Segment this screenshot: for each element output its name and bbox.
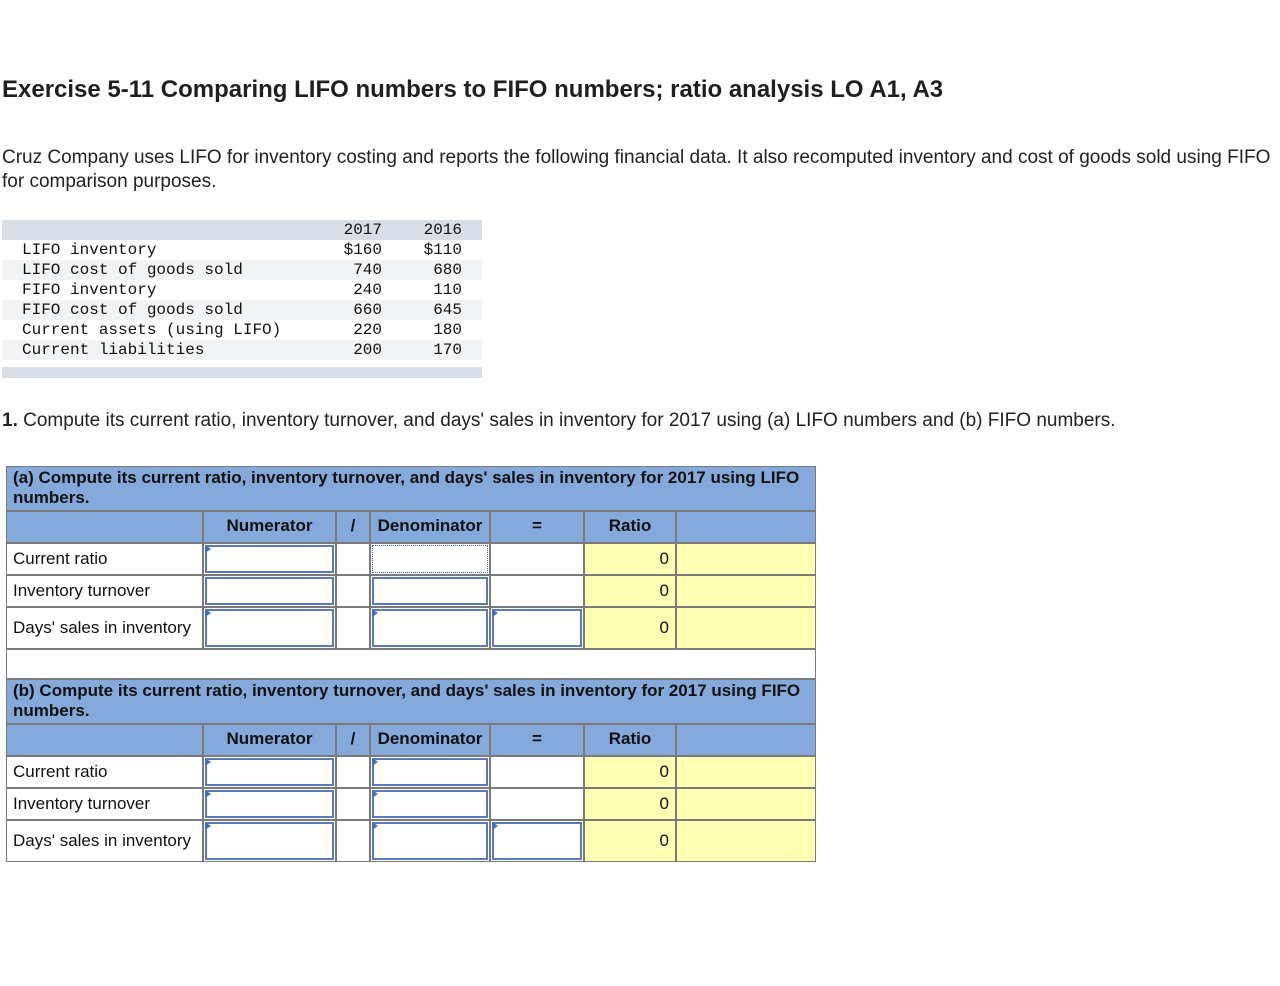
value-2017: 240 — [353, 281, 382, 299]
value-2016: 645 — [433, 301, 462, 319]
equals-cell — [490, 788, 584, 820]
header-divide: / — [336, 511, 370, 543]
question-1 — [2, 410, 1116, 432]
value-2017: 740 — [353, 261, 382, 279]
part-a-title: (a) Compute its current ratio, inventory turnover, and days' sales in inventory for 2017 using LIFO numbers. — [6, 466, 816, 511]
ratio-worksheet — [6, 466, 816, 862]
table-footer-band — [2, 367, 482, 378]
multiplier-input[interactable] — [490, 820, 584, 862]
row-label-days-sales-a: Days' sales in inventory — [6, 607, 203, 649]
equals-cell — [490, 543, 584, 575]
extra-cell — [676, 543, 816, 575]
dropdown-marker-icon — [205, 822, 211, 830]
header-equals: = — [490, 511, 584, 543]
dropdown-marker-icon — [372, 609, 378, 617]
financial-data-table — [2, 220, 482, 378]
numerator-input[interactable] — [203, 788, 336, 820]
equals-cell — [490, 756, 584, 788]
header-extra — [676, 511, 816, 543]
table-row — [2, 280, 482, 300]
row-label-days-sales-b: Days' sales in inventory — [6, 820, 203, 862]
divide-cell — [336, 756, 370, 788]
input-box[interactable] — [372, 577, 488, 605]
value-2017: 660 — [353, 301, 382, 319]
ratio-result: 0 — [584, 788, 676, 820]
ratio-result: 0 — [584, 820, 676, 862]
table-row — [2, 240, 482, 260]
row-label: FIFO inventory — [22, 281, 157, 299]
input-box[interactable] — [372, 822, 488, 860]
extra-cell — [676, 607, 816, 649]
table-row — [2, 320, 482, 340]
header-numerator: Numerator — [203, 511, 336, 543]
ratio-result: 0 — [584, 756, 676, 788]
header-divide: / — [336, 724, 370, 756]
extra-cell — [676, 820, 816, 862]
input-box[interactable] — [205, 577, 334, 605]
value-2016: 680 — [433, 261, 462, 279]
dropdown-marker-icon — [492, 822, 498, 830]
section-spacer — [6, 649, 816, 679]
input-box[interactable] — [492, 822, 582, 860]
divide-cell — [336, 820, 370, 862]
input-box[interactable] — [205, 822, 334, 860]
input-box[interactable] — [372, 758, 488, 786]
dropdown-marker-icon — [205, 758, 211, 766]
dropdown-marker-icon — [372, 822, 378, 830]
input-box[interactable] — [492, 609, 582, 647]
row-label-current-ratio-a: Current ratio — [6, 543, 203, 575]
ratio-result: 0 — [584, 543, 676, 575]
ratio-result: 0 — [584, 607, 676, 649]
denominator-input[interactable] — [370, 607, 490, 649]
row-label: LIFO cost of goods sold — [22, 261, 243, 279]
dropdown-marker-icon — [372, 758, 378, 766]
dropdown-marker-icon — [492, 609, 498, 617]
dropdown-marker-icon — [205, 545, 211, 553]
denominator-input[interactable] — [370, 575, 490, 607]
input-box[interactable] — [372, 790, 488, 818]
dropdown-marker-icon — [205, 790, 211, 798]
header-equals: = — [490, 724, 584, 756]
table-row — [2, 260, 482, 280]
equals-cell — [490, 575, 584, 607]
header-2017: 2017 — [343, 221, 382, 239]
input-box[interactable] — [372, 609, 488, 647]
extra-cell — [676, 756, 816, 788]
row-label-inventory-turnover-b: Inventory turnover — [6, 788, 203, 820]
row-label-current-ratio-b: Current ratio — [6, 756, 203, 788]
header-extra — [676, 724, 816, 756]
header-numerator: Numerator — [203, 724, 336, 756]
value-2016: $110 — [423, 241, 462, 259]
extra-cell — [676, 575, 816, 607]
numerator-input[interactable] — [203, 820, 336, 862]
ratio-result: 0 — [584, 575, 676, 607]
header-2016: 2016 — [423, 221, 462, 239]
header-ratio: Ratio — [584, 511, 676, 543]
question-number: 1. — [2, 410, 18, 431]
table-row — [2, 340, 482, 360]
value-2017: 220 — [353, 321, 382, 339]
input-box[interactable] — [205, 545, 334, 573]
denominator-input[interactable] — [370, 756, 490, 788]
denominator-input[interactable] — [370, 788, 490, 820]
header-denominator: Denominator — [370, 511, 490, 543]
header-denominator: Denominator — [370, 724, 490, 756]
divide-cell — [336, 575, 370, 607]
input-box[interactable] — [205, 790, 334, 818]
value-2017: 200 — [353, 341, 382, 359]
divide-cell — [336, 607, 370, 649]
intro-text: Cruz Company uses LIFO for inventory costing and reports the following financial data. It also recomputed inventory and cost of goods sold using FIFO for comparison purposes. — [2, 147, 1271, 192]
row-label: Current liabilities — [22, 341, 205, 359]
value-2016: 110 — [433, 281, 462, 299]
divide-cell — [336, 543, 370, 575]
input-box[interactable] — [205, 758, 334, 786]
divide-cell — [336, 788, 370, 820]
numerator-input[interactable] — [203, 756, 336, 788]
numerator-input[interactable] — [203, 607, 336, 649]
header-ratio: Ratio — [584, 724, 676, 756]
denominator-input[interactable] — [370, 543, 490, 575]
row-label: Current assets (using LIFO) — [22, 321, 282, 339]
row-label-inventory-turnover-a: Inventory turnover — [6, 575, 203, 607]
question-text: Compute its current ratio, inventory turnover, and days' sales in inventory for 2017 using (a) LIFO numbers and (b) FIFO numbers. — [17, 410, 1116, 431]
table-row — [2, 300, 482, 320]
numerator-input[interactable] — [203, 543, 336, 575]
input-box-focused[interactable] — [372, 545, 488, 573]
dropdown-marker-icon — [205, 609, 211, 617]
value-2017: $160 — [343, 241, 382, 259]
row-label: LIFO inventory — [22, 241, 157, 259]
multiplier-input[interactable] — [490, 607, 584, 649]
input-box[interactable] — [205, 609, 334, 647]
header-blank — [6, 511, 203, 543]
denominator-input[interactable] — [370, 820, 490, 862]
header-blank — [6, 724, 203, 756]
value-2016: 180 — [433, 321, 462, 339]
row-label: FIFO cost of goods sold — [22, 301, 243, 319]
value-2016: 170 — [433, 341, 462, 359]
page-title: Exercise 5-11 Comparing LIFO numbers to FIFO numbers; ratio analysis LO A1, A3 — [2, 76, 944, 103]
numerator-input[interactable] — [203, 575, 336, 607]
dropdown-marker-icon — [372, 790, 378, 798]
extra-cell — [676, 788, 816, 820]
table-header-row — [2, 220, 482, 240]
part-b-title: (b) Compute its current ratio, inventory turnover, and days' sales in inventory for 2017 using FIFO numbers. — [6, 679, 816, 724]
